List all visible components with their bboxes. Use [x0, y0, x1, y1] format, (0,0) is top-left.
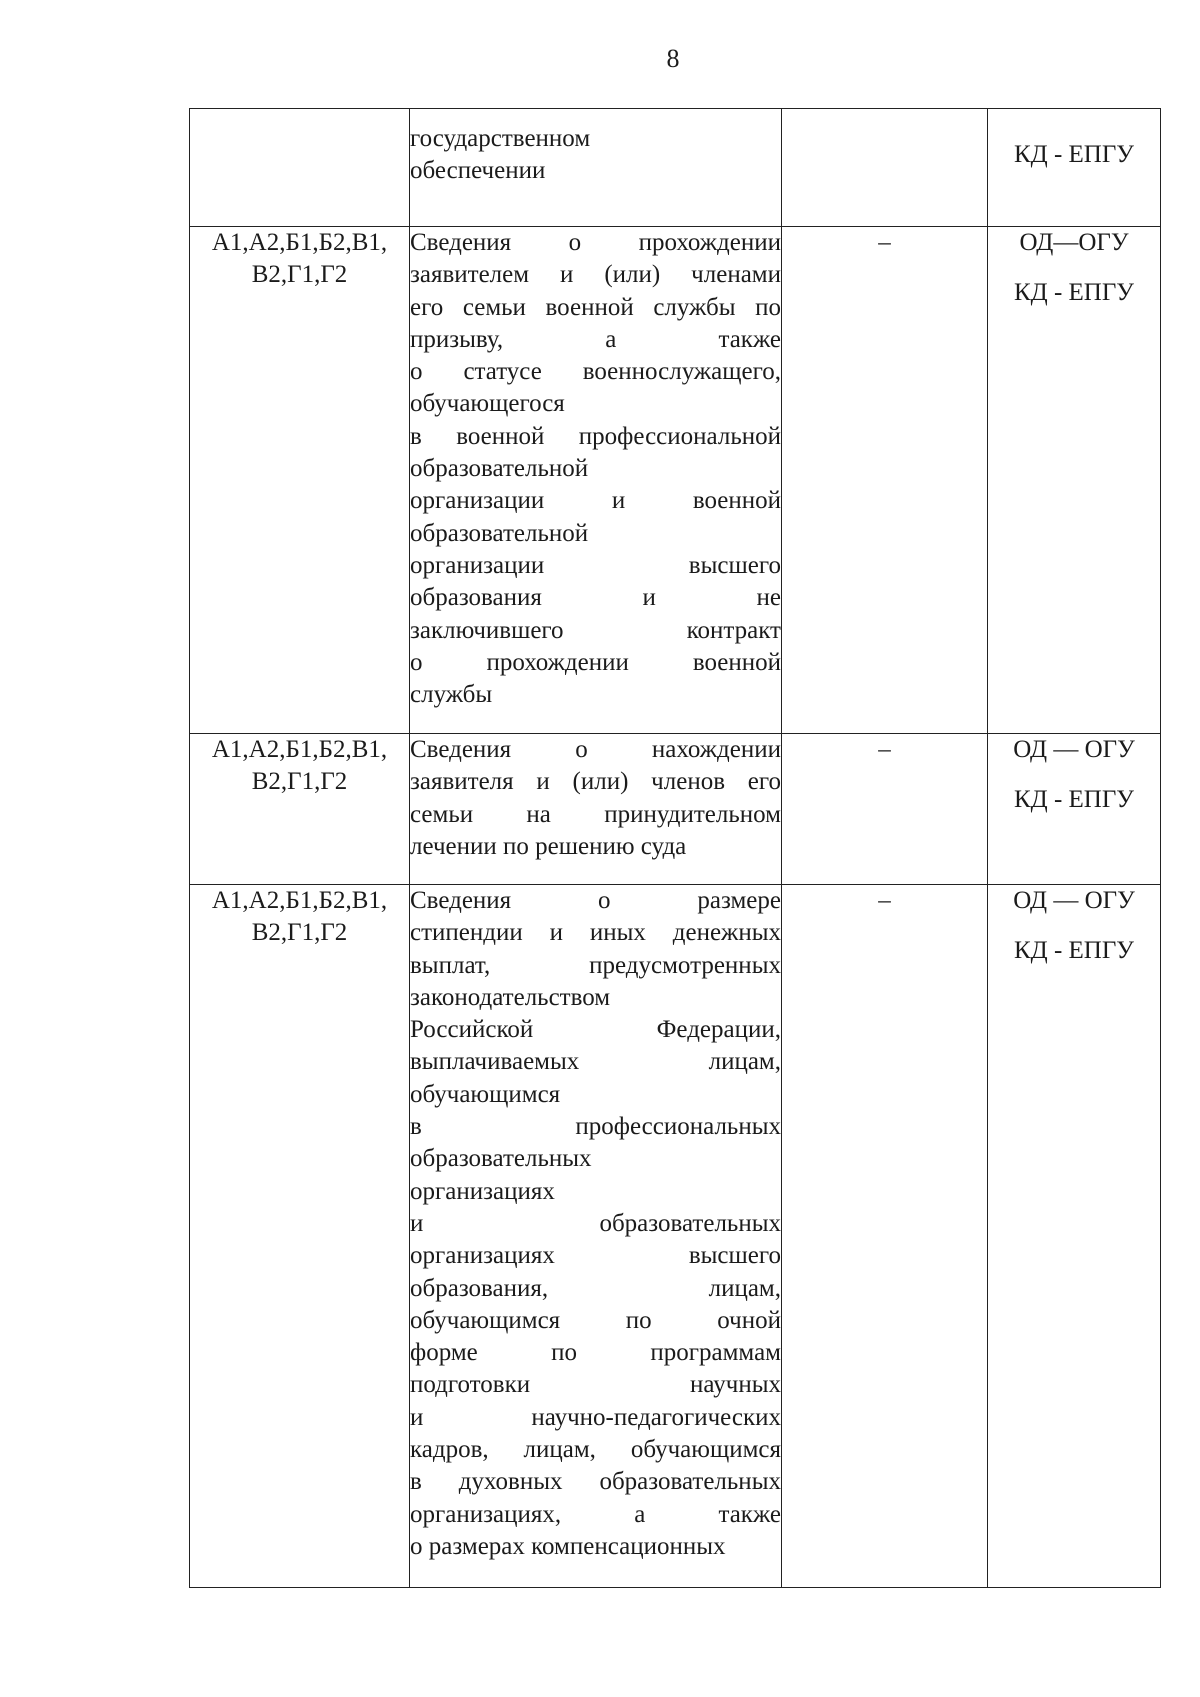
information-line: и научно-педагогических — [410, 1403, 781, 1431]
dash-cell — [782, 885, 988, 1588]
source-cell — [988, 227, 1161, 734]
source-label: ОД — ОГУ — [1013, 736, 1135, 763]
information-line: о размерах компенсационных — [410, 1532, 726, 1560]
information-line: государственном — [410, 125, 591, 152]
information-line: стипендии и иных денежных — [410, 919, 781, 947]
information-line: организации высшего — [410, 551, 781, 579]
information-line: выплат, предусмотренных — [410, 951, 781, 979]
information-line: образовательных — [410, 1145, 592, 1173]
information-line: обеспечении — [410, 157, 546, 185]
information-line: образовательной — [410, 519, 589, 547]
information-line: выплачиваемых лицам, — [410, 1048, 781, 1076]
category-codes-cell — [190, 885, 410, 1588]
information-cell — [410, 885, 782, 1588]
category-codes-cell — [190, 109, 410, 227]
page-number: 8 — [666, 44, 680, 73]
information-line: организации и военной — [410, 487, 781, 515]
information-line: форме по программам — [410, 1339, 781, 1367]
dash-mark: – — [878, 736, 891, 763]
information-line: Сведения о размере — [410, 887, 781, 914]
dash-cell — [782, 227, 988, 734]
category-codes-line: В2,Г1,Г2 — [251, 768, 348, 796]
information-line: законодательством — [410, 983, 611, 1011]
information-line: службы — [410, 681, 493, 709]
information-line: Российской Федерации, — [410, 1016, 781, 1044]
source-cell — [988, 109, 1161, 227]
information-cell — [410, 734, 782, 885]
information-line: образовательной — [410, 455, 589, 483]
dash-mark: – — [878, 229, 891, 256]
information-line: организациях высшего — [410, 1242, 781, 1270]
information-line: Сведения о нахождении — [410, 736, 781, 763]
information-line: в духовных образовательных — [410, 1468, 781, 1496]
information-cell — [410, 227, 782, 734]
information-line: обучающегося — [410, 390, 565, 418]
information-line: в профессиональных — [410, 1113, 781, 1141]
source-cell — [988, 734, 1161, 885]
category-codes-line: А1,А2,Б1,Б2,В1, — [211, 736, 388, 763]
table-row — [190, 734, 1161, 885]
source-label: ОД—ОГУ — [1019, 229, 1129, 256]
category-codes-line: А1,А2,Б1,Б2,В1, — [211, 887, 388, 914]
information-line: образования, лицам, — [410, 1274, 781, 1302]
source-label: КД - ЕПГУ — [1013, 786, 1135, 814]
table-row — [190, 109, 1161, 227]
dash-mark: – — [878, 887, 891, 914]
information-line: Сведения о прохождении — [410, 229, 781, 256]
information-line: заявителем и (или) членами — [410, 261, 781, 289]
information-line: обучающимся по очной — [410, 1306, 781, 1334]
category-codes-cell — [190, 734, 410, 885]
source-label: КД - ЕПГУ — [1013, 141, 1135, 168]
information-line: семьи на принудительном — [410, 800, 781, 828]
information-line: подготовки научных — [410, 1371, 781, 1399]
information-line: лечении по решению суда — [410, 832, 687, 860]
category-codes-cell — [190, 227, 410, 734]
information-line: обучающимся — [410, 1080, 561, 1108]
category-codes-line: В2,Г1,Г2 — [251, 261, 348, 289]
information-line: его семьи военной службы по — [410, 293, 781, 321]
table-row — [190, 227, 1161, 734]
information-line: призыву, а также — [410, 325, 781, 353]
information-line: организациях — [410, 1177, 555, 1205]
information-line: заявителя и (или) членов его — [410, 768, 781, 796]
dash-cell — [782, 109, 988, 227]
document-table — [189, 108, 1161, 1588]
information-line: о статусе военнослужащего, — [410, 358, 781, 386]
source-label: КД - ЕПГУ — [1013, 937, 1135, 965]
source-label: КД - ЕПГУ — [1013, 279, 1135, 307]
dash-cell — [782, 734, 988, 885]
information-line: в военной профессиональной — [410, 422, 781, 450]
source-cell — [988, 885, 1161, 1588]
category-codes-line: В2,Г1,Г2 — [251, 919, 348, 947]
information-line: образования и не — [410, 584, 781, 612]
table-row — [190, 885, 1161, 1588]
category-codes-line: А1,А2,Б1,Б2,В1, — [211, 229, 388, 256]
information-line: заключившего контракт — [410, 616, 781, 644]
information-line: о прохождении военной — [410, 648, 781, 676]
source-label: ОД — ОГУ — [1013, 887, 1135, 914]
information-cell — [410, 109, 782, 227]
information-line: кадров, лицам, обучающимся — [410, 1436, 781, 1464]
information-line: и образовательных — [410, 1209, 781, 1237]
information-line: организациях, а также — [410, 1500, 781, 1528]
table-body — [190, 109, 1161, 1588]
